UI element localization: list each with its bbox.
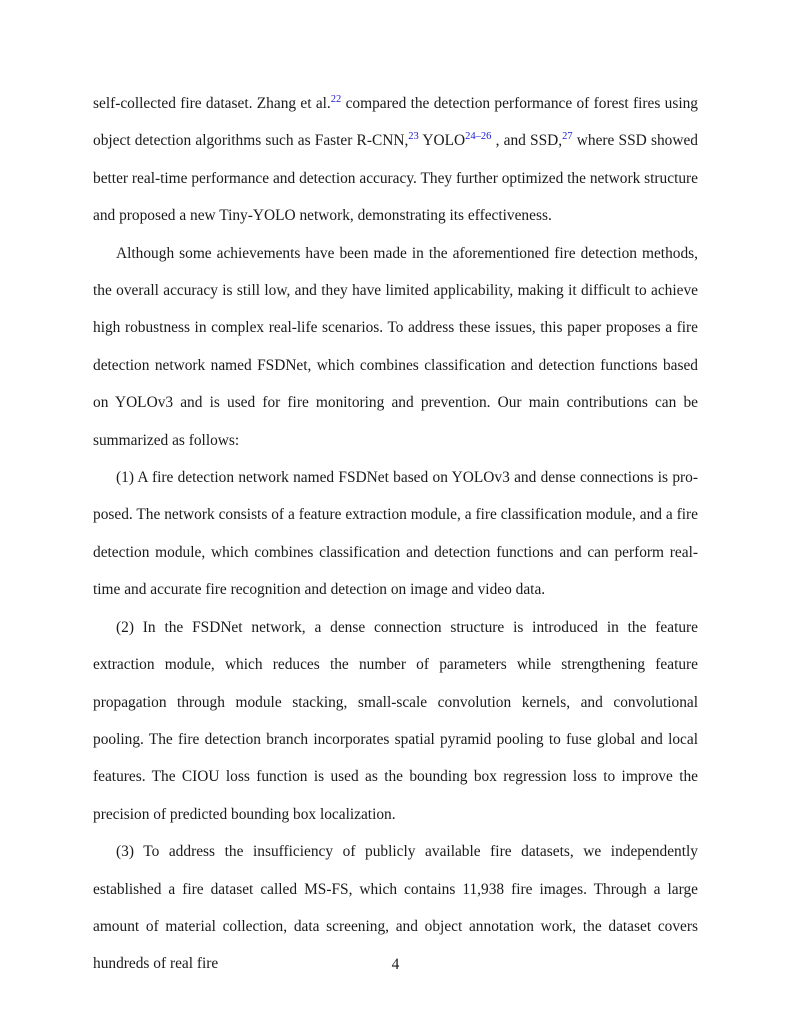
paragraph-contribution-2: (2) In the FSDNet network, a dense connection structure is introduced in the feature extraction module, which reduces the number of parameters while strengthening feature propagation through module stacking, small-scale convolution kernels, and convolutional pooling. The fire detection branch incorporates spatial pyramid pooling to fuse global and local features. The CIOU loss function is used as the bounding box regression loss to improve the precision of predicted bounding box localization. — [93, 618, 698, 823]
paragraph-contribution-1: (1) A fire detection network named FSDNet based on YOLOv3 and dense connections is proposed. The network consists of a feature extraction module, a fire classification module, and a fire detection module, which combines classification and detection functions and can perform real-time and accurate fire recognition and detection on image and video data. — [93, 469, 698, 599]
paragraph-text: compared the detection performance of forest fires using object detection algorithms such as Faster R-CNN, — [93, 95, 698, 150]
page-number: 4 — [391, 956, 400, 973]
paragraph-related-work — [93, 85, 698, 235]
paragraph-text: self-collected fire dataset. Zhang et al. — [93, 95, 331, 112]
citation-link[interactable]: 27 — [562, 131, 573, 143]
paragraph-text: YOLO — [418, 132, 466, 150]
page-body — [93, 85, 698, 983]
citation-link[interactable]: 23 — [408, 131, 419, 143]
citation-link[interactable]: 24–26 — [465, 131, 492, 143]
citation-link[interactable]: 22 — [330, 94, 342, 105]
paragraph-contribution-3: (3) To address the insufficiency of publicly available fire datasets, we independently established a fire dataset called MS-FS, which contains 11,938 fire images. Through a large amount of material collection, data screening, and object annotation work, the dataset covers hundreds of real fire — [93, 843, 698, 973]
paragraph-text: where SSD showed better real-time performance and detection accuracy. They further optimized the network structure and proposed a new Tiny-YOLO network, demonstrating its effectiveness. — [93, 132, 698, 225]
paragraph-text: , and SSD, — [491, 132, 563, 150]
paragraph-motivation: Although some achievements have been made in the aforementioned fire detection methods, the overall accuracy is still low, and they have limited applicability, making it difficult to achieve high robustness in complex real-life scenarios. To address these issues, this paper proposes a fire detection network named FSDNet, which combines classification and detection functions based on YOLOv3 and is used for fire monitoring and prevention. Our main contributions can be summarized as follows: — [93, 244, 698, 449]
